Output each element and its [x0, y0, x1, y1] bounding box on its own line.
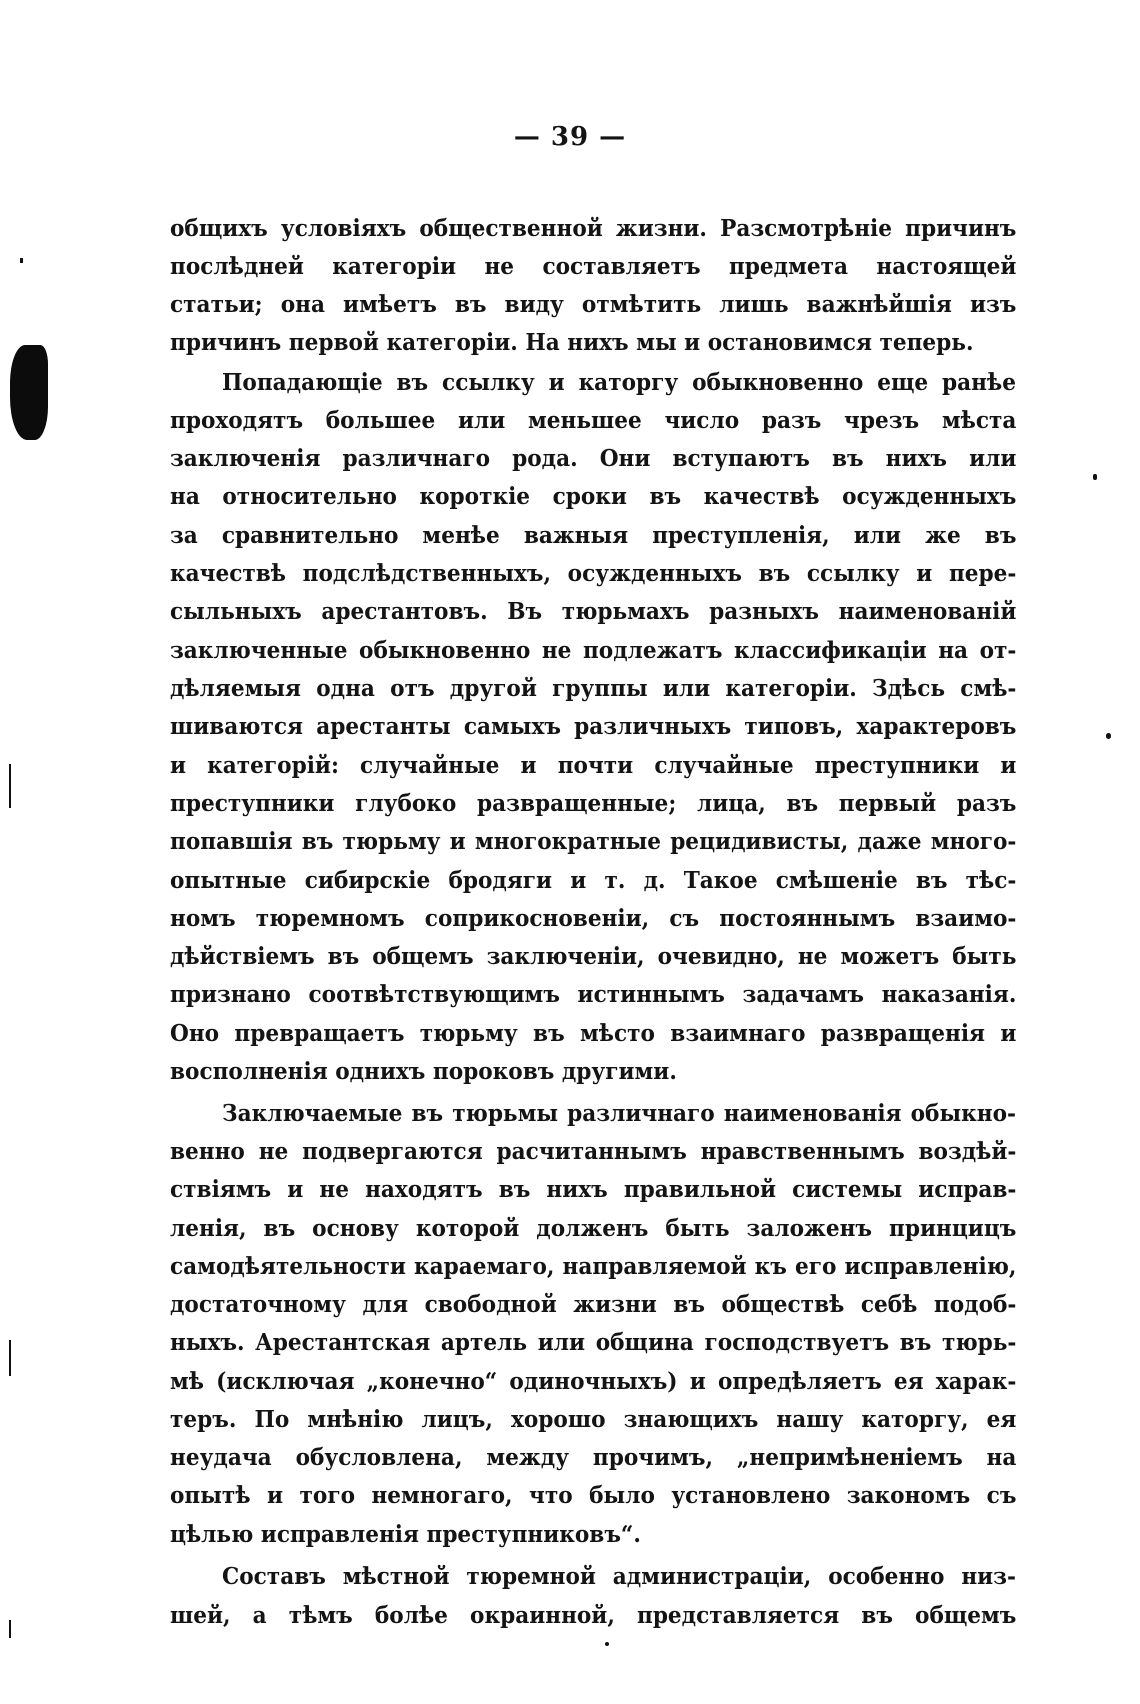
- text-line: сыльныхъ арестантовъ. Въ тюрьмахъ разныхъ наименованій: [170, 597, 1017, 625]
- text-line: за сравнительно менѣе важныя преступленія, или же въ: [170, 521, 1017, 549]
- text-line: номъ тюремномъ соприкосновеніи, съ постояннымъ взаимо-: [170, 904, 1017, 932]
- text-line: причинъ первой категоріи. На нихъ мы и остановимся теперь.: [170, 328, 974, 356]
- text-line: качествѣ подслѣдственныхъ, осужденныхъ въ ссылку и пере-: [170, 559, 1017, 587]
- scan-dot: [1093, 474, 1097, 480]
- scan-mark: [20, 258, 23, 263]
- scan-blot: [10, 345, 48, 440]
- text-line: проходятъ большее или меньшее число разъ чрезъ мѣста: [170, 406, 1017, 434]
- scan-mark: [9, 764, 11, 808]
- text-line: преступники глубоко развращенные; лица, въ первый разъ: [170, 789, 1017, 817]
- scan-mark: [9, 1340, 11, 1376]
- scan-dot: [605, 1642, 609, 1646]
- text-line: теръ. По мнѣнію лицъ, хорошо знающихъ нашу каторгу, ея: [170, 1405, 1017, 1433]
- text-line: опытные сибирскіе бродяги и т. д. Такое смѣшеніе въ тѣс-: [170, 866, 1017, 894]
- text-line: общихъ условіяхъ общественной жизни. Разсмотрѣніе причинъ: [170, 214, 1017, 242]
- text-line: Составъ мѣстной тюремной администраціи, особенно низ-: [222, 1562, 1016, 1590]
- text-line: ныхъ. Арестантская артель или община господствуетъ въ тюрь-: [170, 1328, 1017, 1356]
- scan-mark: [9, 1620, 11, 1638]
- text-line: мѣ (исключая „конечно“ одиночныхъ) и опредѣляетъ ея харак-: [170, 1367, 1017, 1395]
- text-line: восполненія однихъ пороковъ другими.: [170, 1057, 677, 1085]
- text-line: шей, а тѣмъ болѣе окраинной, представляется въ общемъ: [170, 1601, 1017, 1629]
- text-line: статьи; она имѣетъ въ виду отмѣтить лишь важнѣйшія изъ: [170, 290, 1017, 318]
- text-line: Заключаемые въ тюрьмы различнаго наименованія обыкно-: [222, 1099, 1016, 1127]
- text-line: дѣйствіемъ въ общемъ заключеніи, очевидно, не можетъ быть: [170, 942, 1017, 970]
- scan-dot: [1106, 733, 1111, 739]
- text-line: заключенные обыкновенно не подлежатъ классификаціи на от-: [170, 636, 1017, 664]
- text-line: достаточному для свободной жизни въ обществѣ себѣ подоб-: [170, 1290, 1017, 1318]
- text-line: и категорій: случайные и почти случайные преступники и: [170, 751, 1017, 779]
- text-line: Оно превращаетъ тюрьму въ мѣсто взаимнаго развращенія и: [170, 1019, 1017, 1047]
- text-line: цѣлью исправленія преступниковъ“.: [170, 1520, 641, 1548]
- text-line: попавшія въ тюрьму и многократные рецидивисты, даже много-: [170, 827, 1017, 855]
- text-line: опытѣ и того немногаго, что было установлено закономъ съ: [170, 1481, 1017, 1509]
- text-line: ленія, въ основу которой долженъ быть заложенъ принцицъ: [170, 1214, 1017, 1242]
- text-line: признано соотвѣтствующимъ истиннымъ задачамъ наказанія.: [170, 980, 1017, 1008]
- text-line: заключенія различнаго рода. Они вступаютъ въ нихъ или: [170, 444, 1017, 472]
- text-line: самодѣятельности караемаго, направляемой къ его исправленію,: [170, 1252, 1017, 1280]
- text-line: ствіямъ и не находятъ въ нихъ правильной системы исправ-: [170, 1175, 1017, 1203]
- text-line: шиваются арестанты самыхъ различныхъ типовъ, характеровъ: [170, 712, 1017, 740]
- text-line: дѣляемыя одна отъ другой группы или категоріи. Здѣсь смѣ-: [170, 674, 1017, 702]
- text-line: венно не подвергаются расчитаннымъ нравственнымъ воздѣй-: [170, 1137, 1017, 1165]
- text-line: Попадающіе въ ссылку и каторгу обыкновенно еще ранѣе: [222, 368, 1016, 396]
- text-line: послѣдней категоріи не составляетъ предмета настоящей: [170, 252, 1017, 280]
- page-number: — 39 —: [513, 122, 627, 152]
- text-line: на относительно короткіе сроки въ качествѣ осужденныхъ: [170, 482, 1017, 510]
- text-line: неудача обусловлена, между прочимъ, „непримѣненіемъ на: [170, 1443, 1017, 1471]
